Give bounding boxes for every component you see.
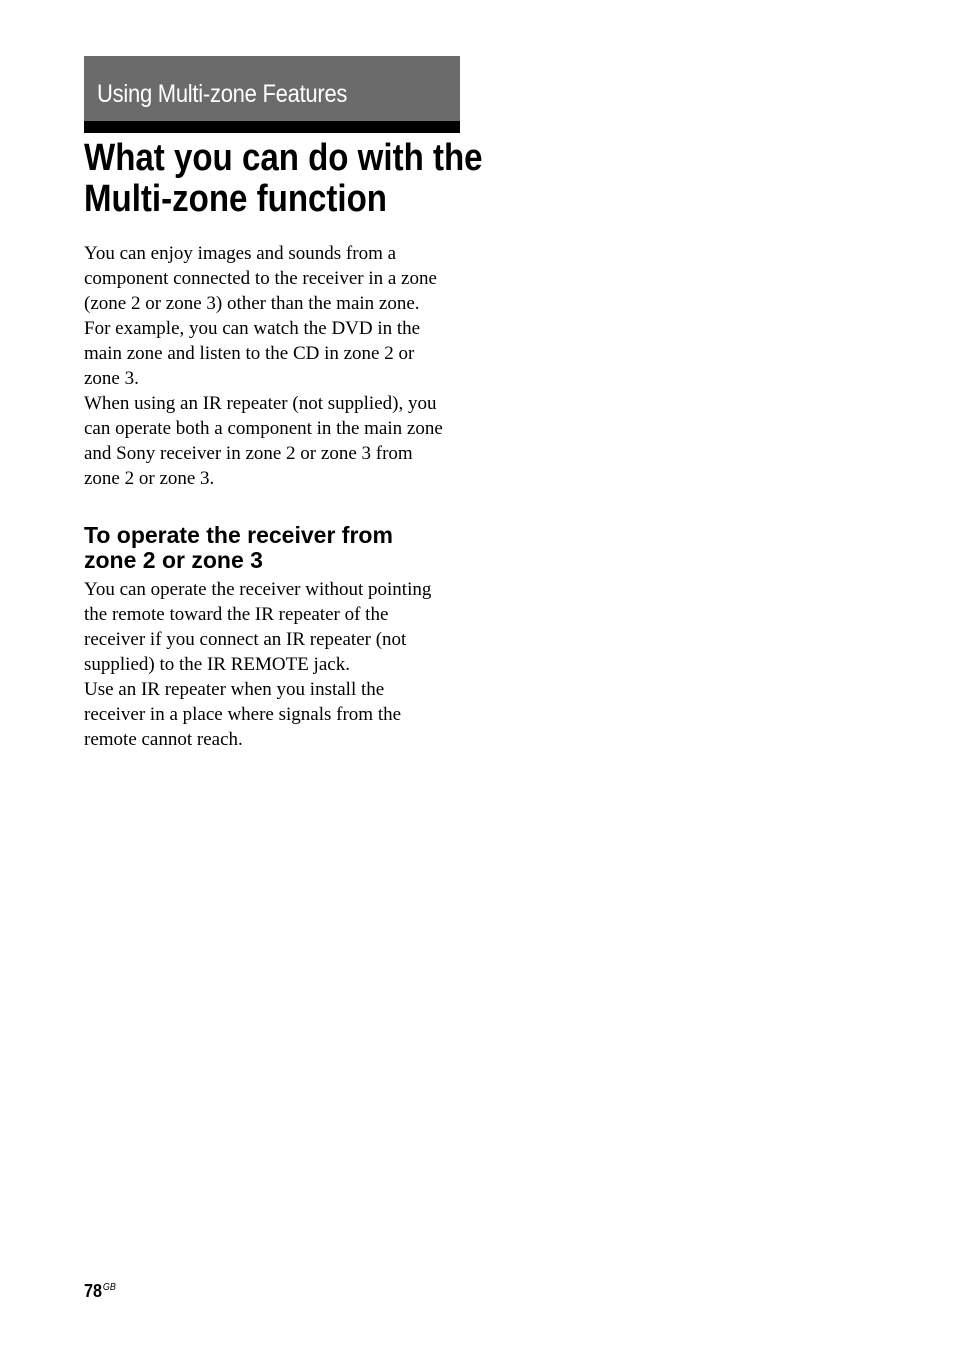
section-header-label: Using Multi-zone Features [97, 80, 348, 108]
operate-subheading-line: To operate the receiver from [84, 522, 393, 548]
intro-line: (zone 2 or zone 3) other than the main zone. [84, 293, 420, 314]
intro-paragraph [84, 241, 464, 491]
page-number-value: 78 [84, 1281, 103, 1301]
page-title-line: Multi-zone function [84, 178, 387, 220]
operate-line: remote cannot reach. [84, 729, 243, 750]
intro-line: You can enjoy images and sounds from a [84, 243, 397, 264]
intro-line: zone 3. [84, 368, 139, 389]
intro-line: component connected to the receiver in a zone [84, 268, 437, 289]
intro-line: When using an IR repeater (not supplied), you [84, 393, 437, 414]
operate-line: You can operate the receiver without pointing [84, 579, 432, 600]
operate-line: receiver if you connect an IR repeater (not [84, 629, 407, 650]
section-header-tab [84, 56, 460, 121]
operate-line: receiver in a place where signals from the [84, 704, 402, 725]
page-title [84, 137, 483, 220]
page-number-suffix: GB [102, 1282, 116, 1293]
operate-line: the remote toward the IR repeater of the [84, 604, 389, 625]
intro-line: main zone and listen to the CD in zone 2 or [84, 343, 415, 364]
operate-subheading [84, 523, 393, 573]
intro-line: zone 2 or zone 3. [84, 468, 215, 489]
operate-line: supplied) to the IR REMOTE jack. [84, 654, 350, 675]
intro-line: can operate both a component in the main zone [84, 418, 443, 439]
operate-line: Use an IR repeater when you install the [84, 679, 385, 700]
operate-subheading-line: zone 2 or zone 3 [84, 547, 263, 573]
intro-line: and Sony receiver in zone 2 or zone 3 from [84, 443, 413, 464]
page-number [84, 1281, 116, 1302]
operate-paragraph [84, 577, 464, 752]
section-header-rule [84, 121, 460, 133]
page-title-line: What you can do with the [84, 137, 483, 179]
intro-line: For example, you can watch the DVD in the [84, 318, 421, 339]
